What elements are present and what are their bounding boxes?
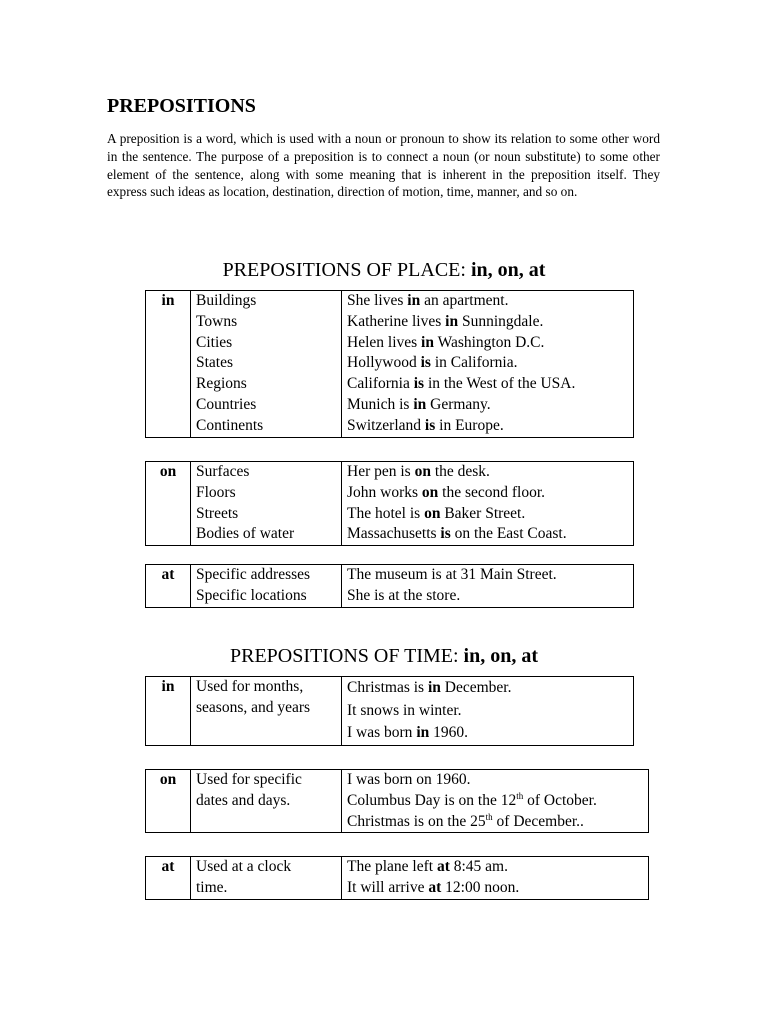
time-in-table <box>145 676 634 746</box>
example-sentence: John works on the second floor. <box>347 483 546 501</box>
examples-cell <box>342 291 634 438</box>
intro-paragraph: A preposition is a word, which is used with a noun or pronoun to show its relation to some other word in the sentence. The purpose of a preposition is to connect a noun (or noun substitute) to some other element of the sentence, along with some meaning that is inherent in the preposition itself. They express such ideas as location, destination, direction of motion, time, manner, and so on. <box>107 131 660 200</box>
uses-cell <box>191 857 342 900</box>
use-item: Regions <box>196 375 247 393</box>
place-heading <box>0 256 768 284</box>
example-sentence: Christmas is on the 25th of December.. <box>347 811 584 830</box>
use-item: Buildings <box>196 292 257 309</box>
time-heading-text: PREPOSITIONS OF TIME: <box>229 645 464 667</box>
uses-cell <box>191 770 342 833</box>
keyword-cell: in <box>146 291 191 438</box>
example-sentence: Munich is in Germany. <box>347 395 491 413</box>
use-item: Bodies of water <box>196 525 295 543</box>
example-sentence: The museum is at 31 Main Street. <box>347 566 557 583</box>
use-item: seasons, and years <box>196 698 311 716</box>
example-sentence: Katherine lives in Sunningdale. <box>347 312 544 330</box>
example-sentence: Switzerland is in Europe. <box>347 416 504 434</box>
example-sentence: Christmas is in December. <box>347 679 512 696</box>
example-sentence: I was born in 1960. <box>347 724 468 741</box>
keyword-cell: on <box>146 770 191 833</box>
time-heading-keywords: in, on, at <box>463 645 539 667</box>
use-item: Streets <box>196 504 239 522</box>
use-item: time. <box>196 878 228 896</box>
uses-cell <box>191 677 342 746</box>
uses-cell <box>191 462 342 546</box>
example-sentence: Hollywood is in California. <box>347 354 518 372</box>
example-sentence: The hotel is on Baker Street. <box>347 504 526 522</box>
examples-cell <box>342 857 649 900</box>
place-in-table <box>145 290 634 438</box>
use-item: Used for months, <box>196 678 304 695</box>
example-sentence: Helen lives in Washington D.C. <box>347 333 545 351</box>
examples-cell <box>342 462 634 546</box>
place-heading-keywords: in, on, at <box>470 259 546 281</box>
examples-cell <box>342 677 634 746</box>
keyword-cell: on <box>146 462 191 546</box>
example-sentence: Her pen is on the desk. <box>347 463 490 480</box>
use-item: Used at a clock <box>196 858 292 875</box>
example-sentence: I was born on 1960. <box>347 771 471 788</box>
uses-cell <box>191 565 342 608</box>
place-on-table <box>145 461 634 546</box>
examples-cell <box>342 565 634 608</box>
time-at-table <box>145 856 649 900</box>
use-item: Cities <box>196 333 233 351</box>
use-item: States <box>196 354 234 372</box>
use-item: Specific addresses <box>196 566 311 583</box>
time-on-table <box>145 769 649 833</box>
place-heading-text: PREPOSITIONS OF PLACE: <box>222 259 471 281</box>
place-at-table <box>145 564 634 608</box>
example-sentence: The plane left at 8:45 am. <box>347 858 508 875</box>
keyword-cell: at <box>146 565 191 608</box>
use-item: Countries <box>196 395 257 413</box>
example-sentence: California is in the West of the USA. <box>347 375 576 393</box>
keyword-cell: at <box>146 857 191 900</box>
page-title: PREPOSITIONS <box>107 95 256 117</box>
use-item: Specific locations <box>196 586 307 604</box>
use-item: Towns <box>196 312 238 330</box>
use-item: Floors <box>196 483 236 501</box>
example-sentence: She is at the store. <box>347 586 461 604</box>
example-sentence: Massachusetts is on the East Coast. <box>347 525 567 543</box>
use-item: dates and days. <box>196 791 291 809</box>
example-sentence: She lives in an apartment. <box>347 292 509 309</box>
example-sentence: Columbus Day is on the 12th of October. <box>347 790 597 809</box>
examples-cell <box>342 770 649 833</box>
use-item: Surfaces <box>196 463 250 480</box>
example-sentence: It snows in winter. <box>347 701 462 719</box>
uses-cell <box>191 291 342 438</box>
use-item: Continents <box>196 416 264 434</box>
time-heading <box>0 642 768 670</box>
use-item: Used for specific <box>196 771 302 788</box>
example-sentence: It will arrive at 12:00 noon. <box>347 878 520 896</box>
keyword-cell: in <box>146 677 191 746</box>
